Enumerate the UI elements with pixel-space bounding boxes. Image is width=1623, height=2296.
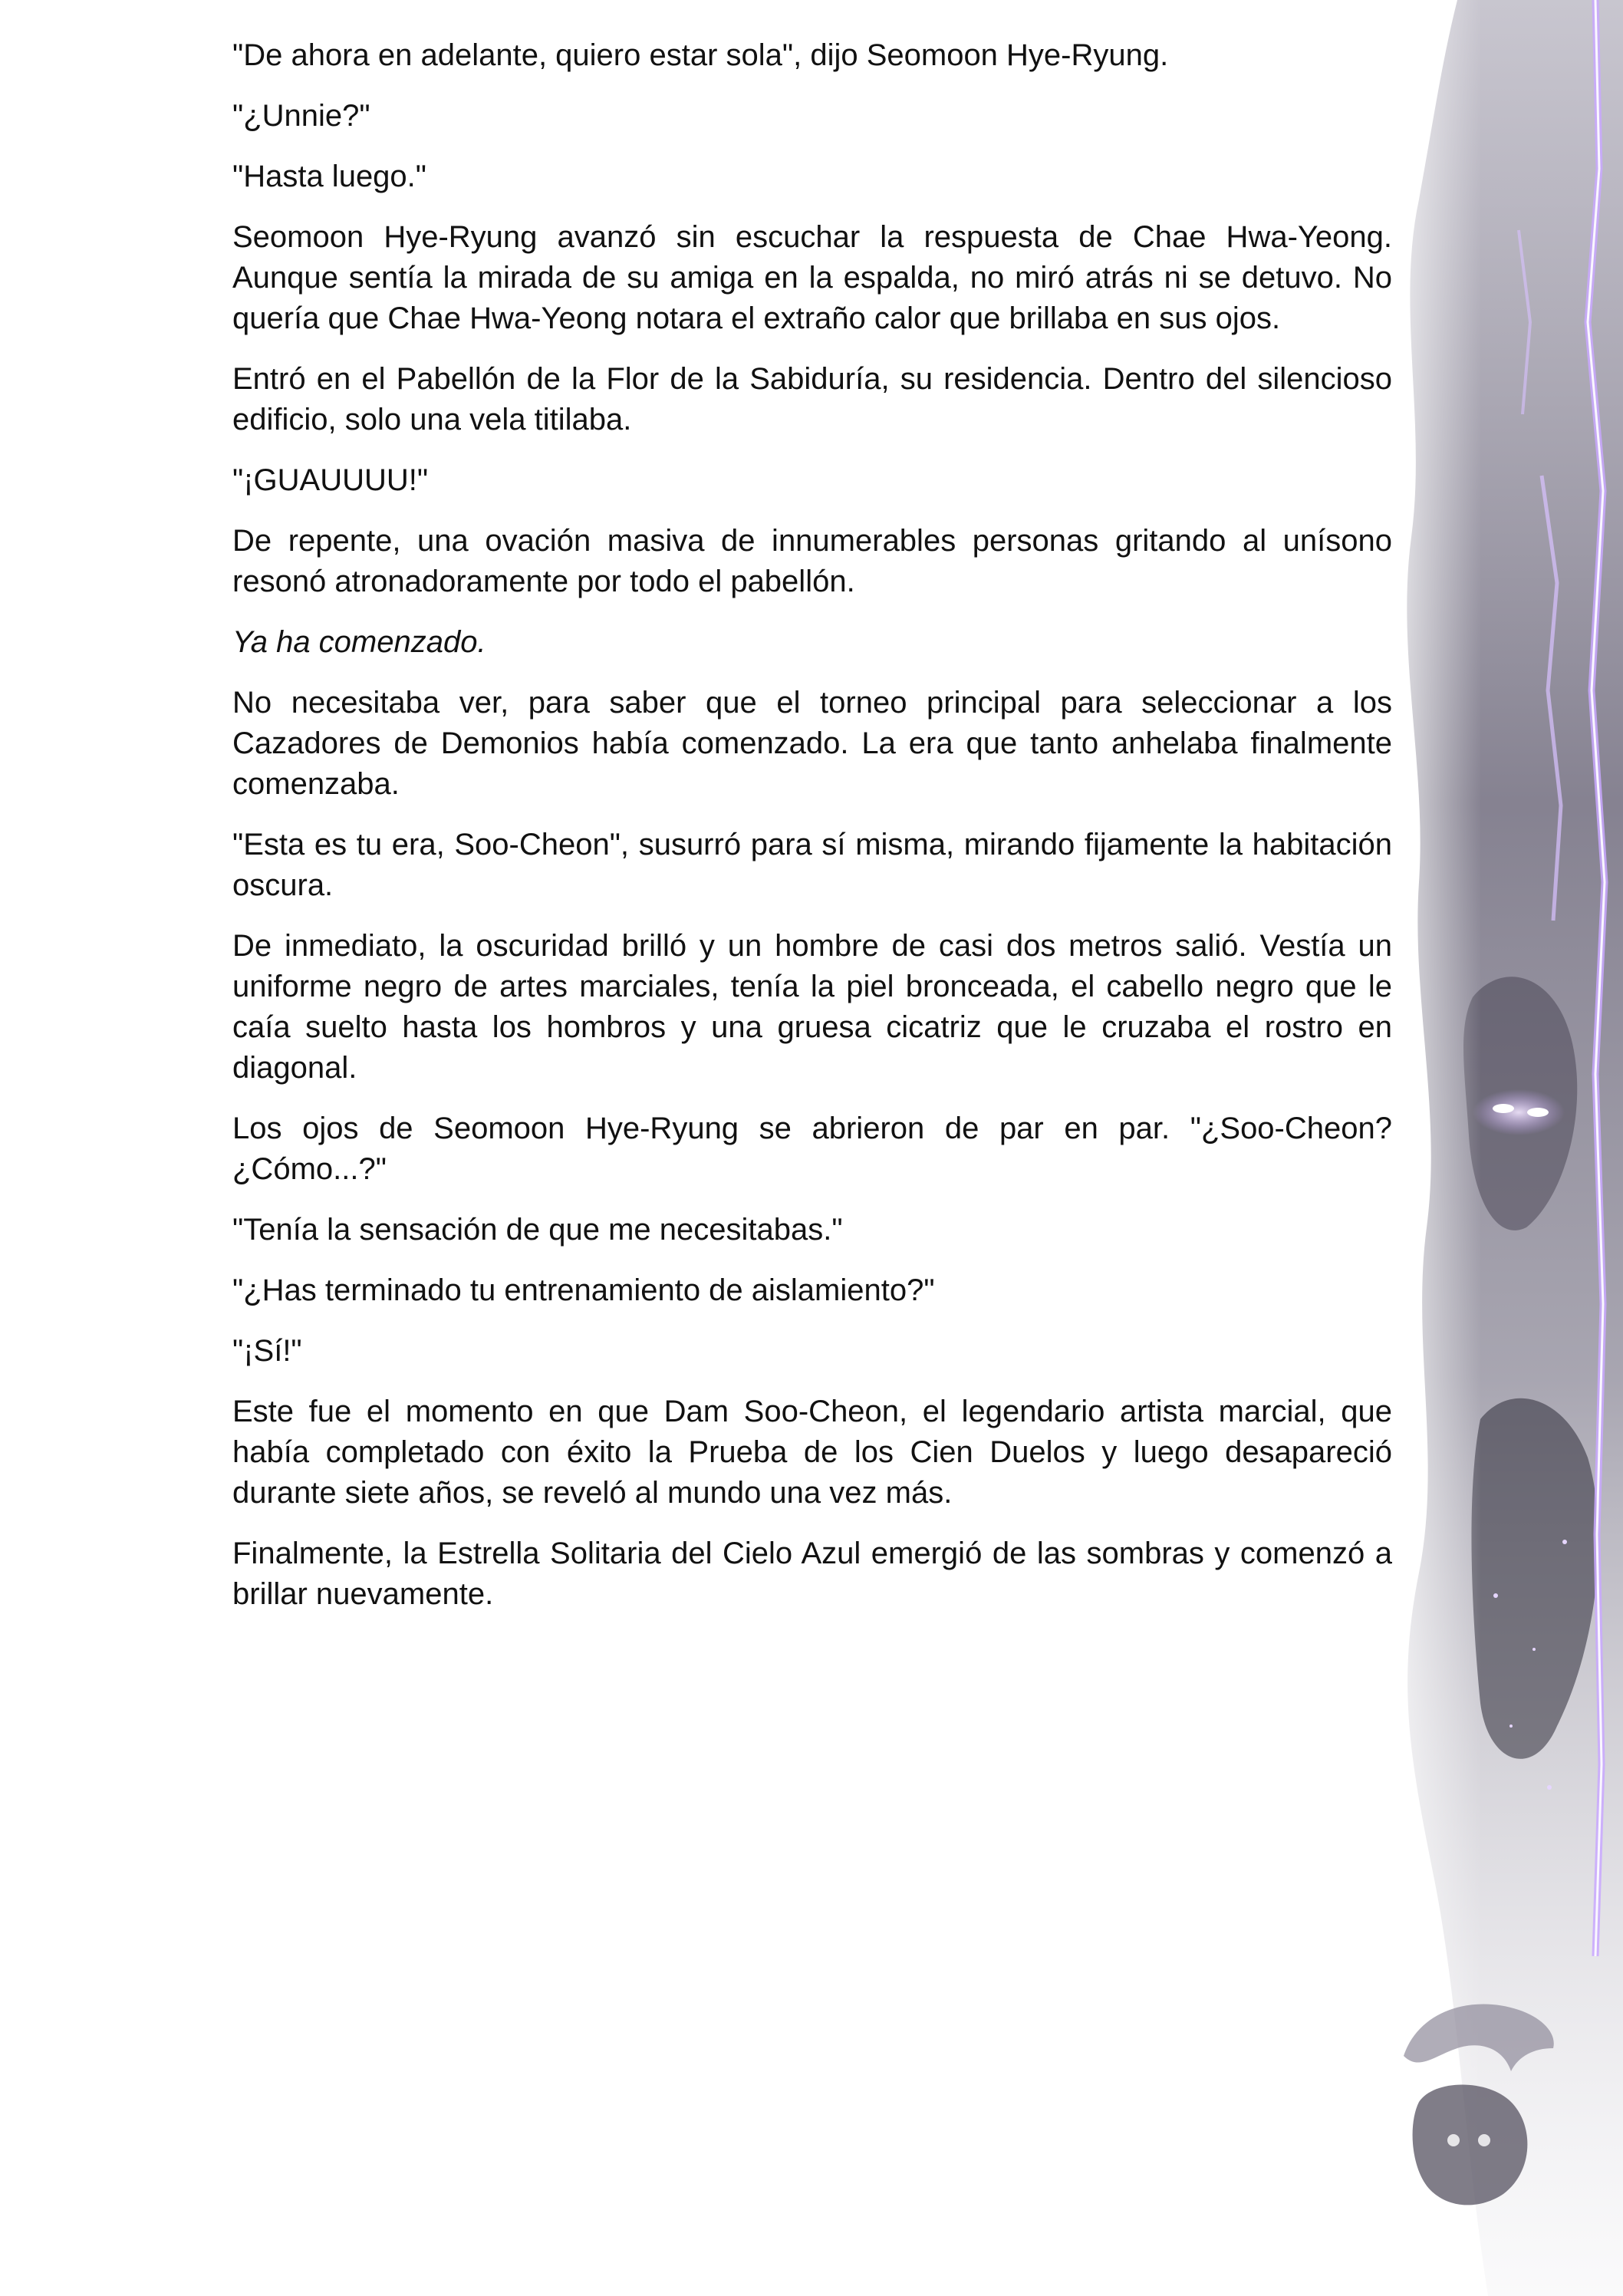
paragraph: Entró en el Pabellón de la Flor de la Sabiduría, su residencia. Dentro del silencioso edificio, solo una vela titilaba. [232,362,1392,436]
paragraph: "De ahora en adelante, quiero estar sola", dijo Seomoon Hye-Ryung. [232,38,1169,72]
paragraph: "¡Sí!" [232,1334,302,1368]
document-body [232,35,1392,1635]
paragraph: Los ojos de Seomoon Hye-Ryung se abrieron de par en par. "¿Soo-Cheon? ¿Cómo...?" [232,1112,1392,1186]
paragraph: "¿Unnie?" [232,99,370,133]
paragraph: Este fue el momento en que Dam Soo-Cheon, el legendario artista marcial, que había completado con éxito la Prueba de los Cien Duelos y luego desapareció durante siete años, se reveló al mundo una vez más. [232,1395,1392,1510]
paragraph: No necesitaba ver, para saber que el torneo principal para seleccionar a los Cazadores de Demonios había comenzado. La era que tanto anhelaba finalmente comenzaba. [232,686,1392,801]
paragraph-italic: Ya ha comenzado. [232,625,486,659]
paragraph: De inmediato, la oscuridad brilló y un hombre de casi dos metros salió. Vestía un uniforme negro de artes marciales, tenía la piel bronceada, el cabello negro que le caía suelto hasta los hombros y una gruesa cicatriz que le cruzaba el rostro en diagonal. [232,929,1392,1085]
paragraph: "¿Has terminado tu entrenamiento de aislamiento?" [232,1273,935,1307]
paragraph: Finalmente, la Estrella Solitaria del Cielo Azul emergió de las sombras y comenzó a brillar nuevamente. [232,1537,1392,1611]
warrior-illustration-icon [1365,0,1623,2296]
paragraph: "Tenía la sensación de que me necesitabas." [232,1213,843,1247]
paragraph: "Hasta luego." [232,160,426,193]
paragraph: "Esta es tu era, Soo-Cheon", susurró para sí misma, mirando fijamente la habitación oscura. [232,828,1392,902]
paragraph: De repente, una ovación masiva de innumerables personas gritando al unísono resonó atronadoramente por todo el pabellón. [232,524,1392,598]
paragraph: Seomoon Hye-Ryung avanzó sin escuchar la respuesta de Chae Hwa-Yeong. Aunque sentía la mirada de su amiga en la espalda, no miró atrás ni se detuvo. No quería que Chae Hwa-Yeong notara el extraño calor que brillaba en sus ojos. [232,220,1392,335]
dinosaur-logo-icon [1388,1964,1565,2217]
paragraph: "¡GUAUUUU!" [232,463,429,497]
